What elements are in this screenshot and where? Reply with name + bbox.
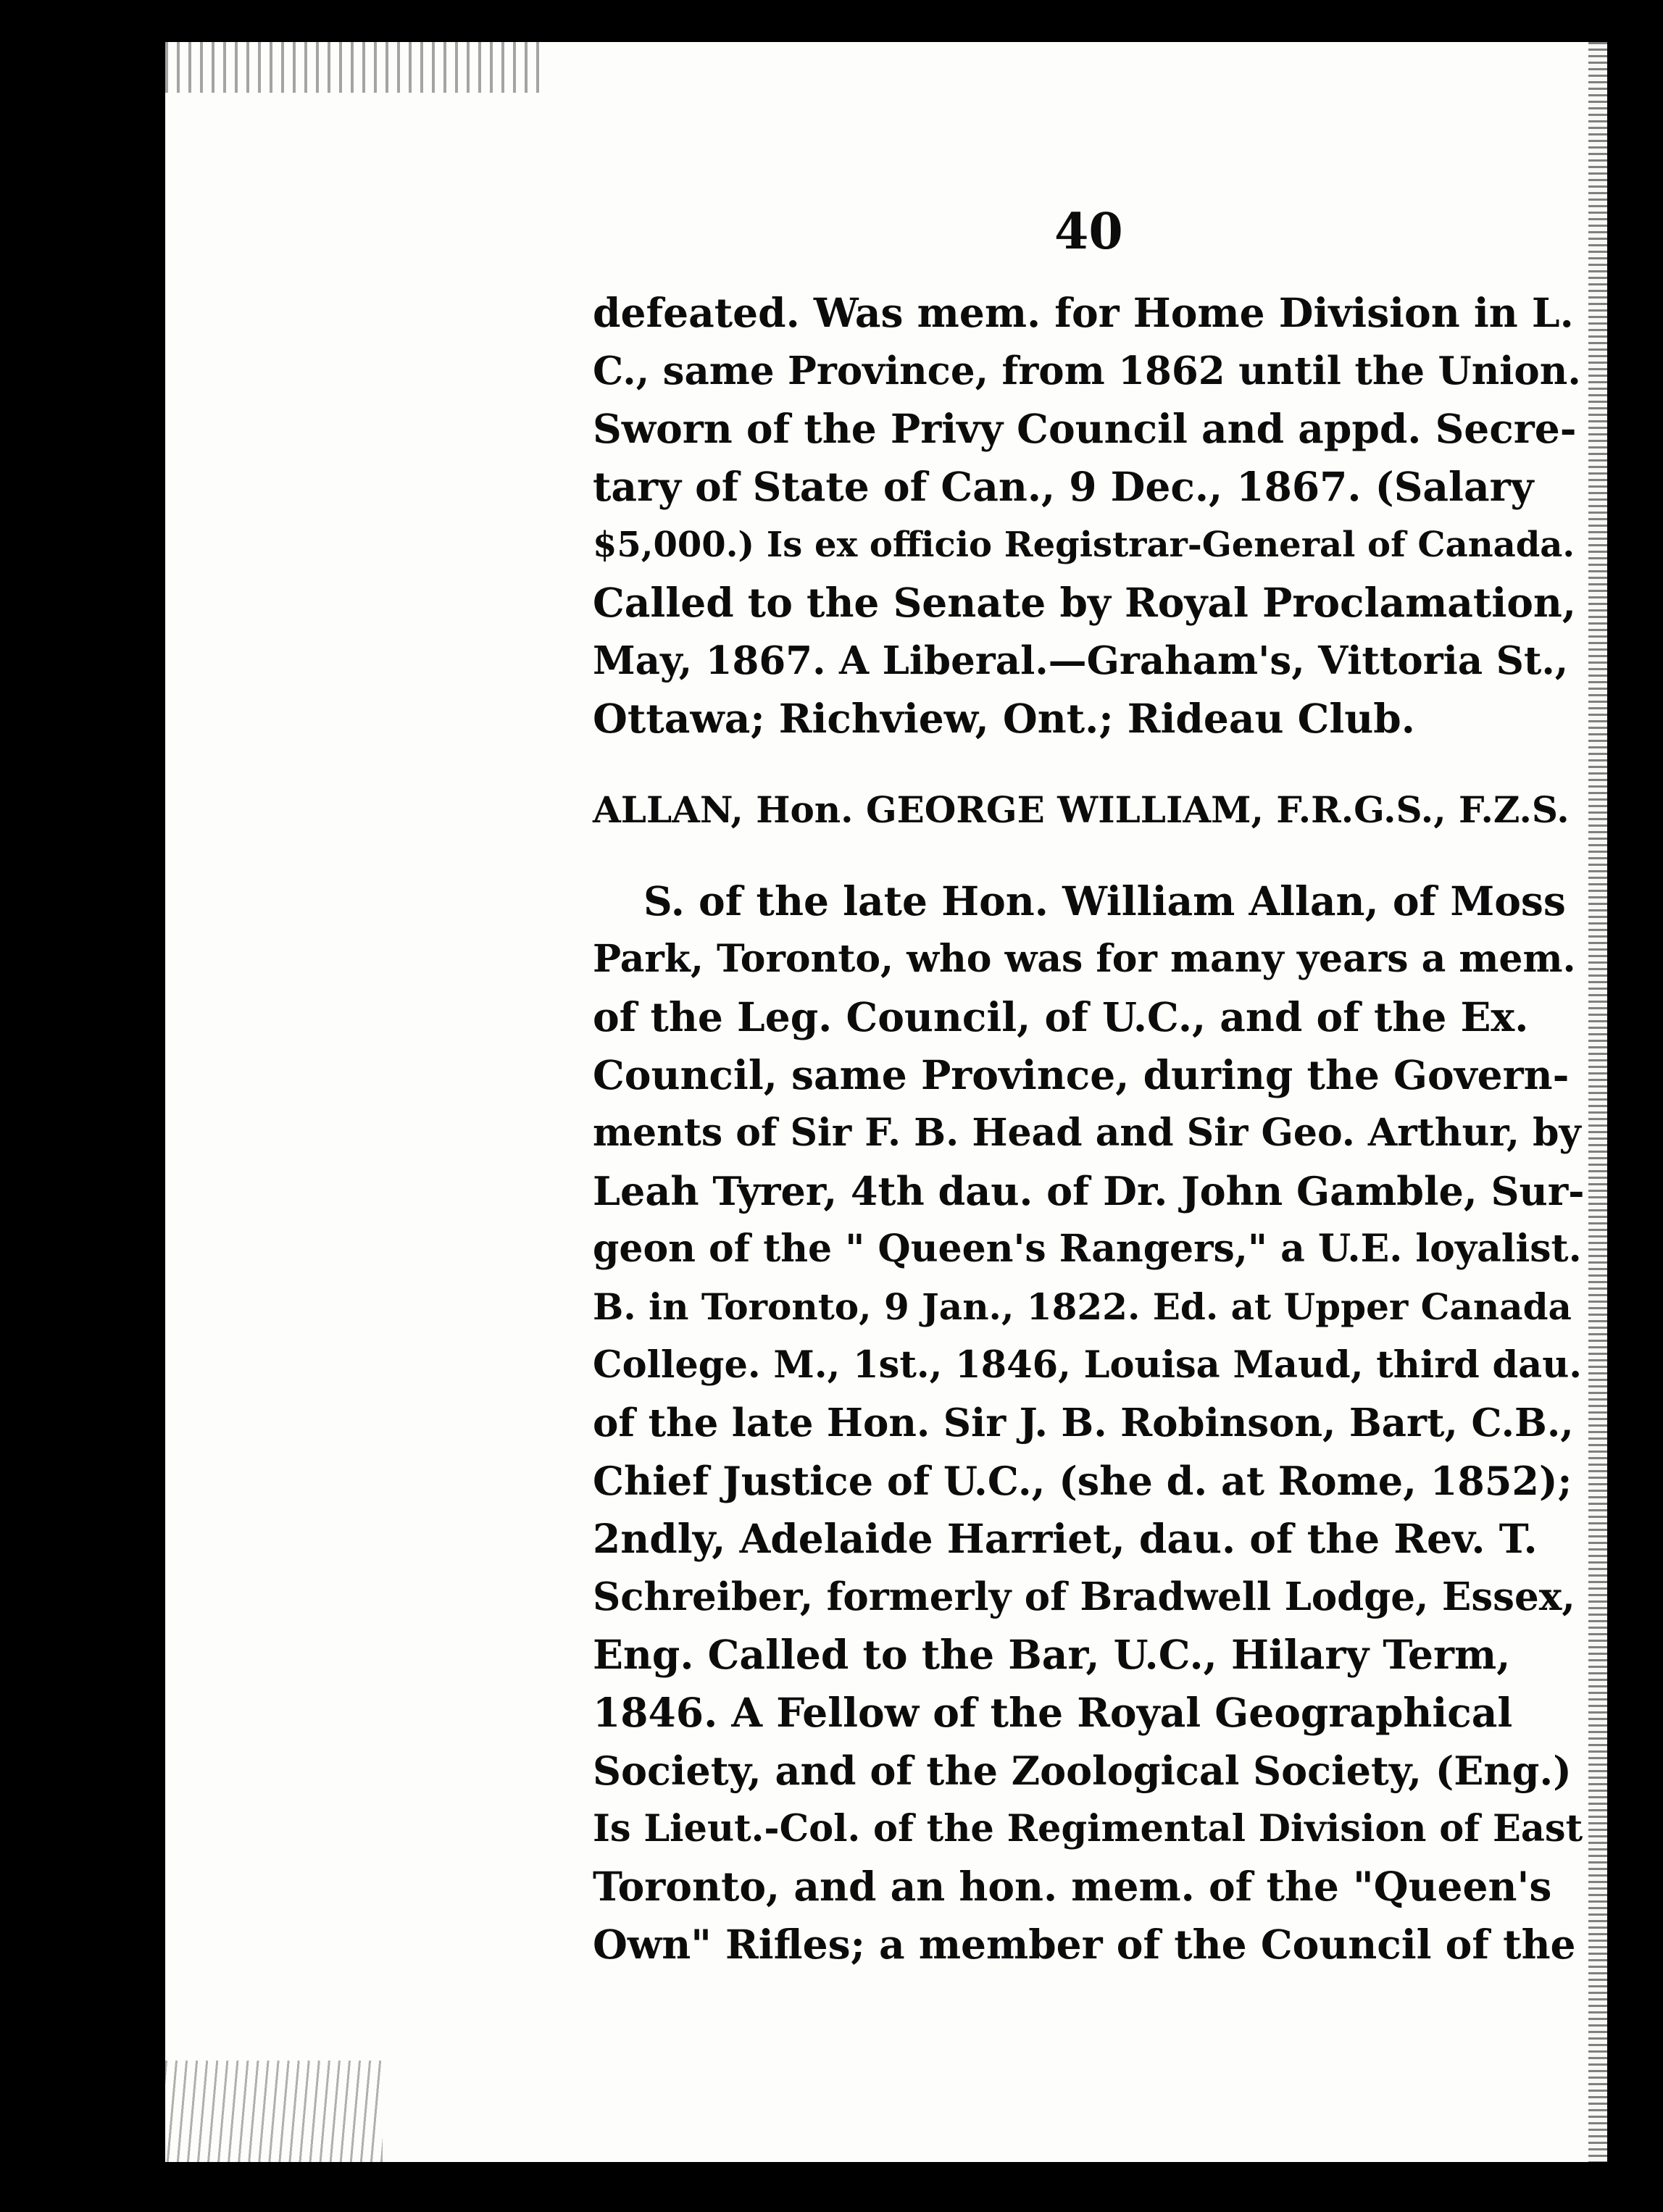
body-text [593, 284, 1585, 1974]
text-line: Eng. Called to the Bar, U.C., Hilary Term, [593, 1631, 1511, 1678]
text-line: College. M., 1st., 1846, Louisa Maud, third dau. [593, 1343, 1583, 1387]
text-line: Leah Tyrer, 4th dau. of Dr. John Gamble, Sur- [593, 1168, 1585, 1214]
text-line: B. in Toronto, 9 Jan., 1822. Ed. at Upper Canada [593, 1285, 1572, 1328]
text-line: of the Leg. Council, of U.C., and of the Ex. [593, 993, 1529, 1040]
page-right-edge [1588, 42, 1607, 2162]
text-line: Society, and of the Zoological Society, (Eng.) [593, 1748, 1572, 1794]
text-line: of the late Hon. Sir J. B. Robinson, Bart, C.B., [593, 1401, 1574, 1445]
text-line: $5,000.) Is ex officio Registrar-General of Canada. [593, 525, 1575, 565]
text-line: Chief Justice of U.C., (she d. at Rome, 1852); [593, 1458, 1572, 1504]
text-line: Own" Rifles; a member of the Council of the [593, 1921, 1576, 1968]
text-line: C., same Province, from 1862 until the Union. [593, 349, 1581, 393]
torn-top-edge [165, 42, 542, 93]
text-line: Called to the Senate by Royal Proclamation, [593, 579, 1577, 626]
text-line: geon of the " Queen's Rangers," a U.E. loyalist. [593, 1227, 1582, 1271]
text-line: 1846. A Fellow of the Royal Geographical [593, 1689, 1513, 1736]
entry-heading: ALLAN, Hon. GEORGE WILLIAM, F.R.G.S., F.Z.S. [593, 788, 1570, 831]
text-line: ments of Sir F. B. Head and Sir Geo. Arthur, by [593, 1111, 1581, 1155]
text-line: Council, same Province, during the Govern- [593, 1051, 1570, 1098]
text-line: Sworn of the Privy Council and appd. Secre- [593, 405, 1577, 452]
text-line: Park, Toronto, who was for many years a mem. [593, 937, 1576, 981]
torn-bottom-edge [165, 2061, 383, 2162]
text-line: Schreiber, formerly of Bradwell Lodge, Essex, [593, 1574, 1575, 1619]
text-line: May, 1867. A Liberal.—Graham's, Vittoria St., [593, 638, 1569, 683]
text-line: S. of the late Hon. William Allan, of Moss [643, 877, 1566, 925]
text-line: defeated. Was mem. for Home Division in L. [593, 289, 1574, 336]
text-line: Ottawa; Richview, Ont.; Rideau Club. [593, 695, 1415, 742]
text-line: 2ndly, Adelaide Harriet, dau. of the Rev. T. [593, 1515, 1538, 1562]
text-line: Is Lieut.-Col. of the Regimental Division of East [593, 1807, 1583, 1850]
text-line: tary of State of Can., 9 Dec., 1867. (Salary [593, 463, 1534, 510]
page-number: 40 [1054, 203, 1123, 261]
text-line: Toronto, and an hon. mem. of the "Queen's [593, 1863, 1552, 1910]
